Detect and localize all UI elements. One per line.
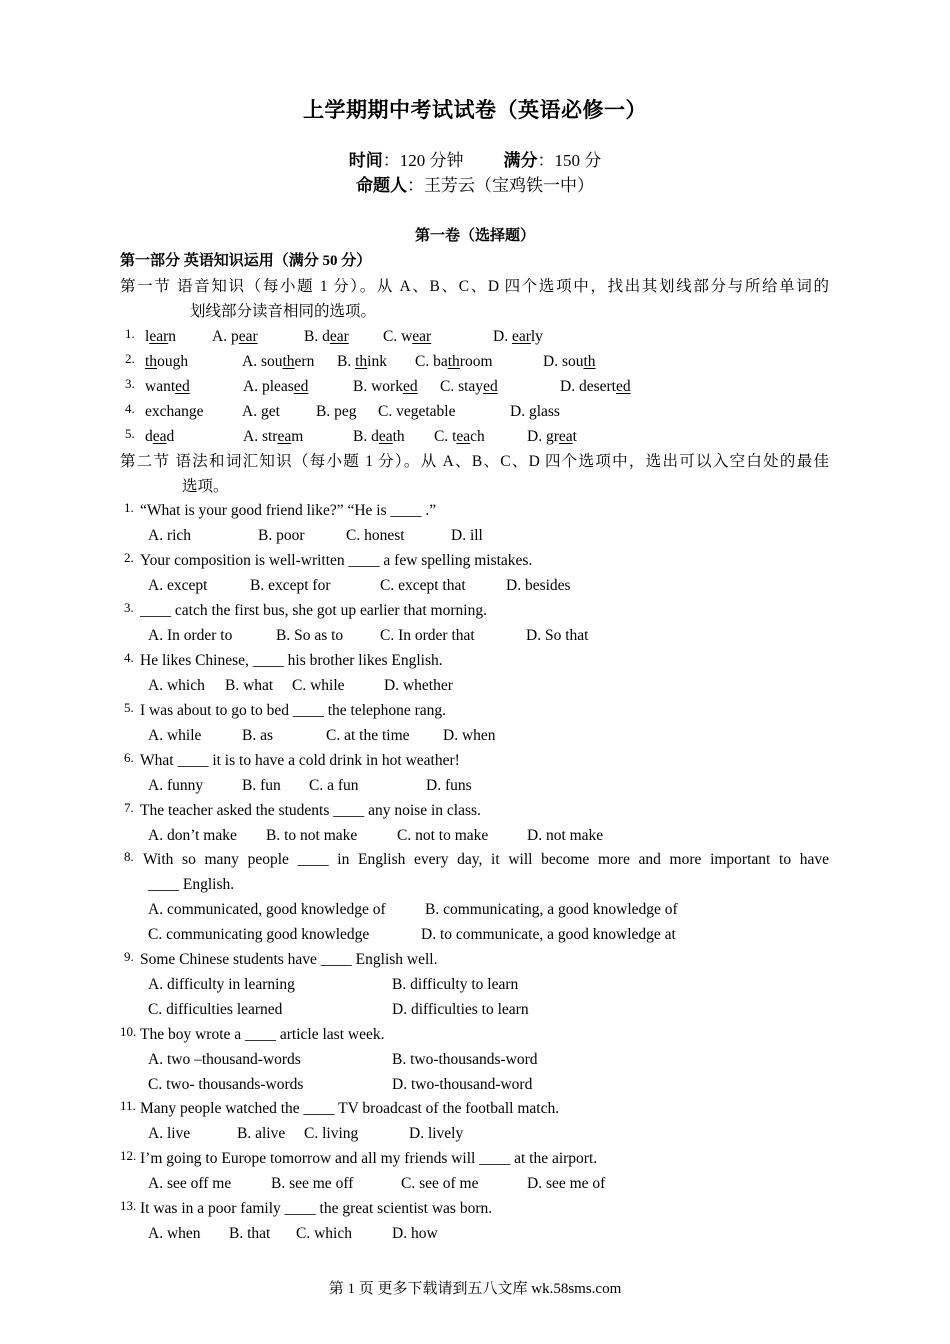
option-b — [337, 354, 387, 370]
option-a: A. see off me — [148, 1175, 232, 1192]
word-text: though — [145, 353, 189, 370]
option-b: B. So as to — [276, 627, 344, 644]
option-b: B. poor — [258, 527, 305, 544]
option-a: A. except — [148, 577, 208, 594]
option-c: C. not to make — [397, 827, 489, 844]
option-c: C. communicating good knowledge — [148, 926, 370, 943]
question-number: 3. — [124, 600, 134, 615]
option-d — [510, 404, 560, 420]
option-b: B. to not make — [266, 827, 358, 844]
underlined-letters: ed — [402, 378, 418, 395]
option-c: C. difficulties learned — [148, 1001, 283, 1018]
word-text: exchange — [145, 403, 204, 420]
question-number: 13. — [120, 1198, 137, 1213]
option-text: C. teach — [434, 428, 485, 445]
question-stem: I’m going to Europe tomorrow and all my friends will ____ at the airport. — [140, 1150, 598, 1167]
question-number: 5. — [124, 700, 134, 715]
underlined-letters: ed — [175, 378, 190, 395]
given-word — [145, 329, 176, 345]
underlined-letters: ear — [238, 328, 258, 345]
option-b: B. alive — [237, 1125, 286, 1142]
option-d — [527, 429, 577, 445]
option-text: C. bathroom — [415, 353, 493, 370]
option-d: D. to communicate, a good knowledge at — [421, 926, 676, 943]
option-text: D. deserted — [560, 378, 631, 395]
underlined-letters: ea — [378, 428, 393, 445]
option-text: C. stayed — [440, 378, 498, 395]
item-number: 2. — [125, 351, 135, 366]
option-a: A. communicated, good knowledge of — [148, 901, 386, 918]
option-text: B. worked — [353, 378, 418, 395]
option-b — [353, 379, 418, 395]
exam-title: 上学期期中考试试卷（英语必修一） — [303, 98, 647, 122]
section2-intro-line1: 第二节 语法和词汇知识（每小题 1 分）。从 A、B、C、D 四个选项中，选出可以入空白处的最佳 — [120, 453, 829, 470]
item-number: 1. — [125, 326, 135, 341]
time-value: ：120 分钟 — [382, 151, 464, 170]
option-d — [543, 354, 596, 370]
option-b — [353, 429, 405, 445]
option-text: A. stream — [243, 428, 304, 445]
option-d: D. whether — [384, 677, 453, 694]
option-a — [242, 354, 314, 370]
option-d — [493, 329, 543, 345]
option-c: C. at the time — [326, 727, 410, 744]
option-d: D. see me of — [527, 1175, 606, 1192]
question-number: 12. — [120, 1148, 137, 1163]
option-a: A. when — [148, 1225, 201, 1242]
option-text: B. peg — [316, 403, 357, 420]
option-text: A. get — [242, 403, 280, 420]
option-c: C. two- thousands-words — [148, 1076, 304, 1093]
question-stem: The boy wrote a ____ article last week. — [140, 1026, 385, 1043]
stem-text: With so many people ____ in English every day, it will become more and more important to have — [143, 851, 829, 868]
option-d: D. how — [392, 1225, 438, 1242]
underlined-letters: ed — [483, 378, 498, 395]
option-a: A. which — [148, 677, 205, 694]
option-c: C. a fun — [309, 777, 359, 794]
option-text: D. great — [527, 428, 577, 445]
option-a: A. live — [148, 1125, 191, 1142]
question-stem: ____ catch the first bus, she got up earlier that morning. — [140, 602, 487, 619]
section2-intro-line2: 选项。 — [182, 478, 229, 495]
option-text: D. south — [543, 353, 596, 370]
option-a — [212, 329, 258, 345]
item-number: 3. — [125, 376, 135, 391]
option-text: A. pleased — [243, 378, 309, 395]
part1-title: 第一部分 英语知识运用（满分 50 分） — [120, 253, 372, 269]
underlined-letters: ea — [152, 428, 167, 445]
score-label: 满分 — [503, 151, 538, 170]
option-c: C. honest — [346, 527, 405, 544]
option-b: B. what — [225, 677, 274, 694]
question-number: 11. — [120, 1098, 136, 1113]
underlined-letters: th — [447, 353, 460, 370]
score-value: ：150 分 — [537, 151, 602, 170]
underlined-letters: th — [355, 353, 368, 370]
underlined-letters: ed — [293, 378, 309, 395]
option-text: B. dear — [304, 328, 349, 345]
question-stem: “What is your good friend like?” “He is ____ .” — [140, 502, 437, 519]
option-c — [378, 404, 455, 420]
question-stem: Your composition is well-written ____ a few spelling mistakes. — [140, 552, 533, 569]
option-a: A. don’t make — [148, 827, 237, 844]
word-text: wanted — [145, 378, 190, 395]
word-text: dead — [145, 428, 175, 445]
question-stem-line1 — [143, 852, 829, 868]
exam-author — [0, 177, 950, 194]
option-d: D. when — [443, 727, 496, 744]
author-value: ：王芳云（宝鸡铁一中） — [407, 176, 594, 195]
option-text: C. vegetable — [378, 403, 456, 420]
option-c — [415, 354, 493, 370]
underlined-letters: ear — [329, 328, 349, 345]
question-stem-line2: ____ English. — [148, 876, 235, 893]
option-a: A. two –thousand-words — [148, 1051, 301, 1068]
option-a: A. while — [148, 727, 202, 744]
option-text: D. glass — [510, 403, 560, 420]
question-number: 8. — [124, 849, 134, 864]
question-number: 2. — [124, 550, 134, 565]
question-stem: He likes Chinese, ____ his brother likes English. — [140, 652, 443, 669]
option-c: C. except that — [380, 577, 466, 594]
option-d: D. besides — [506, 577, 571, 594]
underlined-letters: ear — [412, 328, 432, 345]
underlined-letters: th — [282, 353, 295, 370]
underlined-letters: ear — [511, 328, 531, 345]
option-c: C. living — [304, 1125, 359, 1142]
question-stem: What ____ it is to have a cold drink in hot weather! — [140, 752, 460, 769]
exam-time-score — [0, 152, 950, 169]
option-d: D. funs — [426, 777, 472, 794]
option-b: B. difficulty to learn — [392, 976, 519, 993]
option-d: D. lively — [409, 1125, 464, 1142]
option-c — [434, 429, 485, 445]
option-b: B. see me off — [271, 1175, 354, 1192]
underlined-letters: th — [583, 353, 596, 370]
question-stem: The teacher asked the students ____ any noise in class. — [140, 802, 481, 819]
option-b: B. fun — [242, 777, 281, 794]
option-d: D. ill — [451, 527, 483, 544]
question-number: 1. — [124, 500, 134, 515]
option-b: B. two-thousands-word — [392, 1051, 538, 1068]
option-b — [304, 329, 349, 345]
option-d: D. not make — [527, 827, 604, 844]
question-number: 6. — [124, 750, 134, 765]
option-text: A. pear — [212, 328, 258, 345]
option-d: D. two-thousand-word — [392, 1076, 533, 1093]
question-stem: Some Chinese students have ____ English well. — [140, 951, 438, 968]
option-a — [243, 379, 308, 395]
option-b: B. as — [242, 727, 273, 744]
word-text: learn — [145, 328, 176, 345]
option-c: C. which — [296, 1225, 352, 1242]
question-stem: I was about to go to bed ____ the telephone rang. — [140, 702, 447, 719]
option-b: B. communicating, a good knowledge of — [425, 901, 678, 918]
option-d — [560, 379, 631, 395]
option-a — [243, 429, 303, 445]
option-text: C. wear — [383, 328, 432, 345]
section1-intro-line1: 第一节 语音知识（每小题 1 分）。从 A、B、C、D 四个选项中，找出其划线部分与所给单词的 — [120, 278, 829, 295]
question-stem: It was in a poor family ____ the great scientist was born. — [140, 1200, 493, 1217]
option-b: B. except for — [250, 577, 331, 594]
option-a: A. funny — [148, 777, 204, 794]
given-word — [145, 429, 174, 445]
option-text: D. early — [493, 328, 543, 345]
author-label: 命题人 — [356, 176, 407, 195]
option-a — [242, 404, 280, 420]
volume-title: 第一卷（选择题） — [414, 228, 535, 244]
option-a: A. difficulty in learning — [148, 976, 295, 993]
question-stem: Many people watched the ____ TV broadcast of the football match. — [140, 1100, 560, 1117]
underlined-letters: ea — [456, 428, 471, 445]
question-number: 7. — [124, 800, 134, 815]
question-number: 9. — [124, 949, 134, 964]
option-text: A. southern — [242, 353, 315, 370]
given-word — [145, 354, 188, 370]
option-c — [440, 379, 498, 395]
option-b — [316, 404, 356, 420]
page-footer: 第 1 页 更多下载请到五八文库 wk.58sms.com — [328, 1281, 622, 1297]
item-number: 5. — [125, 426, 135, 441]
section1-intro-line2: 划线部分读音相同的选项。 — [190, 303, 377, 320]
underlined-letters: ea — [277, 428, 292, 445]
option-c — [383, 329, 431, 345]
underlined-letters: ea — [558, 428, 573, 445]
question-number: 4. — [124, 650, 134, 665]
item-number: 4. — [125, 401, 135, 416]
option-d: D. So that — [526, 627, 589, 644]
question-number: 10. — [120, 1024, 137, 1039]
underlined-letters: th — [145, 353, 158, 370]
underlined-letters: ed — [615, 378, 631, 395]
option-a: A. rich — [148, 527, 192, 544]
option-text: B. death — [353, 428, 405, 445]
option-b: B. that — [229, 1225, 271, 1242]
underlined-letters: ear — [149, 328, 169, 345]
option-a: A. In order to — [148, 627, 233, 644]
option-c: C. see of me — [401, 1175, 479, 1192]
option-text: B. think — [337, 353, 387, 370]
time-label: 时间 — [348, 151, 383, 170]
option-c: C. In order that — [380, 627, 475, 644]
given-word — [145, 404, 204, 420]
given-word — [145, 379, 190, 395]
option-d: D. difficulties to learn — [392, 1001, 529, 1018]
option-c: C. while — [292, 677, 345, 694]
